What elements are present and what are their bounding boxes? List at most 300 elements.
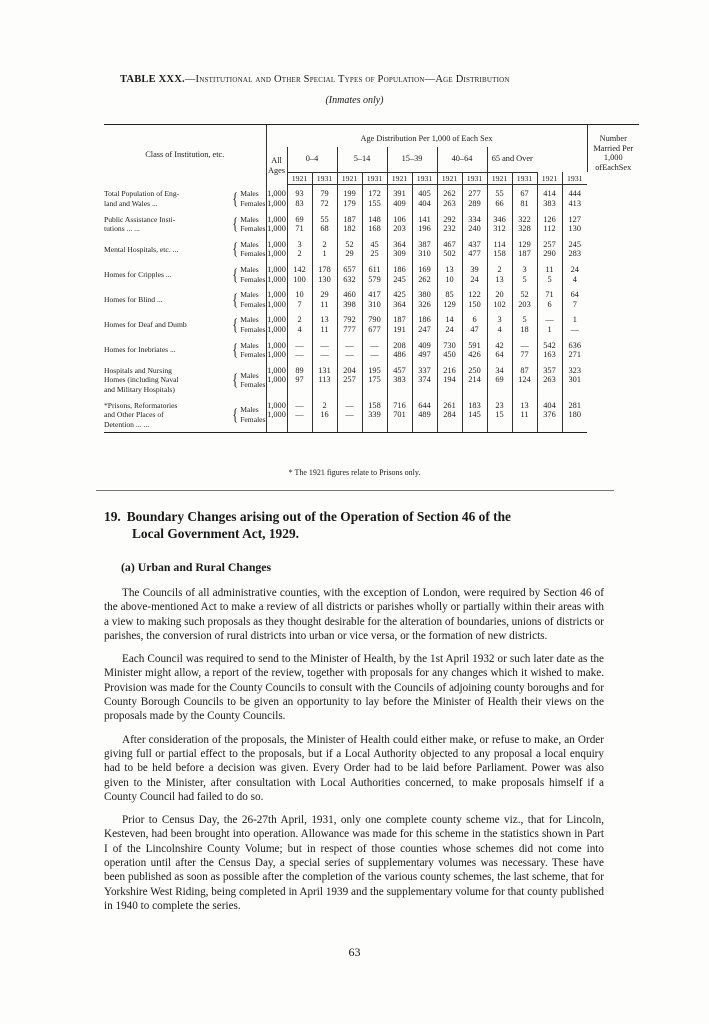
males-value: 357 xyxy=(543,365,556,375)
males-value: 52 xyxy=(345,239,354,249)
females-value: 4 xyxy=(297,325,302,334)
institution-name-line: Detention ... ... xyxy=(104,419,150,429)
value-cell xyxy=(437,284,462,309)
value-cell xyxy=(287,360,312,395)
females-value: 203 xyxy=(518,299,531,309)
all-ages-value: 1,000 xyxy=(267,239,286,249)
females-value: 187 xyxy=(518,249,531,259)
males-value: 460 xyxy=(343,290,356,300)
sex-label: Females xyxy=(240,325,266,334)
value-cell xyxy=(537,335,562,360)
males-value: 178 xyxy=(318,265,331,275)
value-cell xyxy=(412,234,437,259)
males-value: 55 xyxy=(320,214,329,224)
institution-name-line: Homes for Cripples ... xyxy=(104,269,172,279)
value-cell xyxy=(537,185,562,209)
females-value: 245 xyxy=(393,274,406,284)
females-value: 486 xyxy=(393,350,406,360)
table-row xyxy=(104,309,639,334)
value-cell xyxy=(537,209,562,234)
males-value: 187 xyxy=(393,315,406,325)
value-cell xyxy=(312,209,337,234)
females-value: 310 xyxy=(418,249,431,259)
females-value: 677 xyxy=(368,325,381,334)
age-dist-header: Age Distribution Per 1,000 of Each Sex xyxy=(266,125,587,147)
males-value: 792 xyxy=(343,315,356,325)
institution-name xyxy=(104,295,163,305)
value-cell xyxy=(462,395,487,433)
institution-name xyxy=(104,245,178,255)
year-header: 1931 xyxy=(562,172,587,185)
brace-glyph: { xyxy=(232,188,238,208)
value-cell xyxy=(487,185,512,209)
females-value: 130 xyxy=(318,274,331,284)
females-value: — xyxy=(570,325,579,334)
sex-brace xyxy=(231,405,265,424)
males-value: 216 xyxy=(443,365,456,375)
row-label-cell xyxy=(104,395,266,433)
value-cell xyxy=(287,335,312,360)
males-value: 790 xyxy=(368,315,381,325)
females-value: 283 xyxy=(568,249,581,259)
value-cell xyxy=(462,284,487,309)
females-value: 10 xyxy=(445,274,454,284)
table-row xyxy=(104,209,639,234)
all-ages-value: 1,000 xyxy=(267,350,286,360)
males-value: 208 xyxy=(393,340,406,350)
value-cell xyxy=(512,335,537,360)
value-cell xyxy=(437,309,462,334)
value-cell xyxy=(312,335,337,360)
value-cell xyxy=(387,335,412,360)
section-body xyxy=(104,577,604,913)
males-value: 444 xyxy=(568,189,581,199)
value-cell xyxy=(412,259,437,284)
value-cell xyxy=(362,185,387,209)
value-cell xyxy=(437,360,462,395)
all-ages-cell xyxy=(266,234,287,259)
all-ages-value: 1,000 xyxy=(267,290,286,300)
males-value: 6 xyxy=(472,315,477,325)
institution-name xyxy=(104,215,175,234)
value-cell xyxy=(312,259,337,284)
females-value: 163 xyxy=(543,350,556,360)
males-value: 187 xyxy=(343,214,356,224)
females-value: 102 xyxy=(493,299,506,309)
males-value: 405 xyxy=(418,189,431,199)
females-value: 257 xyxy=(343,375,356,385)
value-cell xyxy=(512,395,537,433)
females-value: 16 xyxy=(320,410,329,420)
age-group-header: 40–64 xyxy=(437,147,487,173)
year-header: 1931 xyxy=(312,172,337,185)
males-value: 13 xyxy=(320,315,329,325)
females-value: 130 xyxy=(568,224,581,234)
row-label-cell xyxy=(104,360,266,395)
females-value: 97 xyxy=(295,375,304,385)
males-value: 644 xyxy=(418,400,431,410)
females-value: 112 xyxy=(543,224,556,234)
sex-brace xyxy=(231,315,265,334)
value-cell xyxy=(462,185,487,209)
paragraph: The Councils of all administrative counties, with the exception of London, were required by Section 46 of the above-mentioned Act to make a review of all districts or parishes wholly or partially within their areas with a view to making such proposals as they thought desirable for the alteration of boundaries, unions of districts or parishes, the conversion of rural districts into urban or vice versa, or the formation of new districts. xyxy=(104,587,604,642)
males-value: 3 xyxy=(297,239,302,249)
value-cell xyxy=(412,335,437,360)
married-header: Number Married Per 1,000 ofEachSex xyxy=(587,125,639,173)
males-value: 204 xyxy=(343,365,356,375)
table-subtitle: (Inmates only) xyxy=(325,95,384,106)
all-ages-cell xyxy=(266,395,287,433)
row-label-cell xyxy=(104,185,266,209)
value-cell xyxy=(487,335,512,360)
value-cell xyxy=(412,360,437,395)
females-value: 214 xyxy=(468,375,481,385)
value-cell xyxy=(512,284,537,309)
males-value: 346 xyxy=(493,214,506,224)
females-value: 11 xyxy=(520,410,529,420)
females-value: 312 xyxy=(493,224,506,234)
males-value: 323 xyxy=(568,365,581,375)
females-value: 194 xyxy=(443,375,456,385)
females-value: 69 xyxy=(495,375,504,385)
all-ages-value: 1,000 xyxy=(267,224,286,234)
males-value: 183 xyxy=(468,400,481,410)
value-cell xyxy=(287,234,312,259)
males-value: — xyxy=(295,400,304,410)
value-cell xyxy=(387,259,412,284)
year-header: 1921 xyxy=(437,172,462,185)
sex-label: Females xyxy=(240,380,266,390)
males-value: 611 xyxy=(368,265,381,275)
males-value: 10 xyxy=(295,290,304,300)
males-value: 657 xyxy=(343,265,356,275)
males-value: 334 xyxy=(468,214,481,224)
males-value: 131 xyxy=(318,365,331,375)
sex-label: Males xyxy=(240,370,259,380)
all-ages-value: 1,000 xyxy=(267,214,286,224)
value-cell xyxy=(512,259,537,284)
value-cell xyxy=(437,209,462,234)
females-value: 383 xyxy=(543,199,556,209)
females-value: 83 xyxy=(295,199,304,209)
males-value: 716 xyxy=(393,400,406,410)
males-value: — xyxy=(520,340,529,350)
females-value: 7 xyxy=(297,299,302,309)
divider xyxy=(96,490,614,491)
males-value: 457 xyxy=(393,365,406,375)
year-header: 1931 xyxy=(362,172,387,185)
males-value: 24 xyxy=(570,265,579,275)
females-value: 66 xyxy=(495,199,504,209)
all-ages-value: 1,000 xyxy=(267,198,286,208)
all-ages-header: All Ages xyxy=(266,147,287,185)
value-cell xyxy=(462,259,487,284)
males-value: 13 xyxy=(445,265,454,275)
year-header: 1931 xyxy=(412,172,437,185)
males-value: 322 xyxy=(518,214,531,224)
males-value: 337 xyxy=(418,365,431,375)
females-value: 4 xyxy=(497,325,502,334)
brace-glyph: { xyxy=(232,264,238,284)
year-header: 1921 xyxy=(287,172,312,185)
males-value: 425 xyxy=(393,290,406,300)
institution-name-line: Homes (including Naval xyxy=(104,375,179,385)
females-value: — xyxy=(345,410,354,420)
table-row xyxy=(104,335,639,360)
sex-brace xyxy=(231,371,265,390)
value-cell xyxy=(387,209,412,234)
females-value: 191 xyxy=(393,325,406,334)
institution-name-line: Hospitals and Nursing xyxy=(104,365,172,375)
males-value: 85 xyxy=(445,290,454,300)
males-value: 129 xyxy=(518,239,531,249)
females-value: 150 xyxy=(468,299,481,309)
brace-glyph: { xyxy=(232,404,238,424)
females-value: 7 xyxy=(572,299,577,309)
females-value: 326 xyxy=(418,299,431,309)
brace-glyph: { xyxy=(232,289,238,309)
females-value: 240 xyxy=(468,224,481,234)
value-cell xyxy=(362,234,387,259)
value-cell xyxy=(437,185,462,209)
institution-name xyxy=(104,270,172,280)
institution-name-line: *Prisons, Reformatories xyxy=(104,400,178,410)
females-value: 47 xyxy=(470,325,479,334)
females-value: 179 xyxy=(343,199,356,209)
row-label-cell xyxy=(104,309,266,334)
males-value: 148 xyxy=(368,214,381,224)
females-value: 309 xyxy=(393,249,406,259)
all-ages-value: 1,000 xyxy=(267,315,286,325)
table-title xyxy=(120,74,600,85)
females-value: 5 xyxy=(522,274,527,284)
value-cell xyxy=(287,395,312,433)
males-value: 292 xyxy=(443,214,456,224)
value-cell xyxy=(512,309,537,334)
males-value: 261 xyxy=(443,400,456,410)
brace-glyph: { xyxy=(232,315,238,334)
males-value: 87 xyxy=(520,365,529,375)
males-value: 39 xyxy=(470,265,479,275)
females-value: 383 xyxy=(393,375,406,385)
table-row xyxy=(104,284,639,309)
all-ages-value: 1,000 xyxy=(267,340,286,350)
value-cell xyxy=(562,259,587,284)
females-value: — xyxy=(295,350,304,360)
table-row xyxy=(104,259,639,284)
all-ages-value: 1,000 xyxy=(267,325,286,334)
males-value: 67 xyxy=(520,189,529,199)
males-value: 591 xyxy=(468,340,481,350)
males-value: 199 xyxy=(343,189,356,199)
institution-name xyxy=(104,366,179,395)
males-value: 45 xyxy=(370,239,379,249)
value-cell xyxy=(437,335,462,360)
females-value: 364 xyxy=(393,299,406,309)
females-value: 100 xyxy=(293,274,306,284)
value-cell xyxy=(287,185,312,209)
sex-label: Females xyxy=(240,274,266,284)
value-cell xyxy=(337,360,362,395)
females-value: 409 xyxy=(393,199,406,209)
value-cell xyxy=(562,234,587,259)
year-header: 1931 xyxy=(462,172,487,185)
page-number: 63 xyxy=(348,945,361,959)
males-value: 11 xyxy=(545,265,554,275)
females-value: 404 xyxy=(418,199,431,209)
sex-label: Males xyxy=(240,290,259,300)
males-value: 169 xyxy=(418,265,431,275)
table-body xyxy=(104,185,639,433)
value-cell xyxy=(337,209,362,234)
value-cell xyxy=(337,185,362,209)
females-value: 477 xyxy=(468,249,481,259)
males-value: 13 xyxy=(520,400,529,410)
males-value: 172 xyxy=(368,189,381,199)
females-value: 145 xyxy=(468,410,481,420)
males-value: — xyxy=(320,340,329,350)
males-value: 542 xyxy=(543,340,556,350)
sex-label: Females xyxy=(240,249,266,259)
males-value: 3 xyxy=(497,315,502,325)
value-cell xyxy=(337,335,362,360)
all-ages-cell xyxy=(266,259,287,284)
females-value: 68 xyxy=(320,224,329,234)
males-value: 23 xyxy=(495,400,504,410)
females-value: 426 xyxy=(468,350,481,360)
females-value: 497 xyxy=(418,350,431,360)
females-value: 81 xyxy=(520,199,529,209)
males-value: 391 xyxy=(393,189,406,199)
value-cell xyxy=(487,209,512,234)
value-cell xyxy=(512,234,537,259)
females-value: 113 xyxy=(318,375,331,385)
females-value: 289 xyxy=(468,199,481,209)
section-heading xyxy=(104,508,604,542)
males-value: 387 xyxy=(418,239,431,249)
males-value: 730 xyxy=(443,340,456,350)
males-value: 20 xyxy=(495,290,504,300)
sex-label: Males xyxy=(240,315,259,325)
males-value: 89 xyxy=(295,365,304,375)
males-value: 69 xyxy=(295,214,304,224)
males-value: 404 xyxy=(543,400,556,410)
paragraph: Each Council was required to send to the Minister of Health, by the 1st April 1932 or such later date as the Minister might allow, a report of the review, together with proposals for any changes which it wished to make. Provision was made for the County Councils to consult with the Councils of adjoining county boroughs and for County Borough Councils to be given an opportunity to lay before the Minister of Health their views on the proposals made by the County Councils. xyxy=(104,653,604,723)
males-value: 2 xyxy=(322,400,327,410)
value-cell xyxy=(387,234,412,259)
table-footnote: * The 1921 figures relate to Prisons only. xyxy=(288,468,421,477)
females-value: 263 xyxy=(443,199,456,209)
males-value: 2 xyxy=(322,239,327,249)
value-cell xyxy=(287,259,312,284)
sex-label: Males xyxy=(240,239,259,249)
institution-name-line: and Other Places of xyxy=(104,410,164,420)
value-cell xyxy=(312,309,337,334)
females-value: 376 xyxy=(543,410,556,420)
year-header: 1921 xyxy=(387,172,412,185)
females-value: 29 xyxy=(345,249,354,259)
table-number: TABLE XXX. xyxy=(120,74,185,85)
year-header: 1921 xyxy=(487,172,512,185)
all-ages-value: 1,000 xyxy=(267,365,286,375)
value-cell xyxy=(312,185,337,209)
value-cell xyxy=(462,234,487,259)
males-value: 42 xyxy=(495,340,504,350)
males-value: 186 xyxy=(393,265,406,275)
value-cell xyxy=(337,259,362,284)
males-value: 195 xyxy=(368,365,381,375)
females-value: — xyxy=(295,410,304,420)
females-value: 196 xyxy=(418,224,431,234)
value-cell xyxy=(562,335,587,360)
females-value: 4 xyxy=(572,274,577,284)
all-ages-cell xyxy=(266,360,287,395)
males-value: 2 xyxy=(297,315,302,325)
females-value: 579 xyxy=(368,274,381,284)
males-value: 55 xyxy=(495,189,504,199)
institution-name-line: tutions ... ... xyxy=(104,224,140,234)
males-value: 380 xyxy=(418,290,431,300)
all-ages-value: 1,000 xyxy=(267,265,286,275)
value-cell xyxy=(387,395,412,433)
males-value: 257 xyxy=(543,239,556,249)
paragraph: Prior to Census Day, the 26-27th April, 1931, only one complete county scheme viz., that for Lincoln, Kesteven, had been brought into operation. Allowance was made for this scheme in the statistics shown in Part I of the Lincolnshire County Volume; but in respect of those counties whose schemes did not come into operation until after the Census Day, a special series of supplementary volumes was necessary. These have been published as soon as possible after the completion of the various county schemes, the last scheme, that for Yorkshire West Riding, being completed in April 1939 and the supplementary volume for that county published in 1940 to complete the series. xyxy=(104,814,604,912)
males-value: 364 xyxy=(393,239,406,249)
females-value: 180 xyxy=(568,410,581,420)
males-value: 122 xyxy=(468,290,481,300)
females-value: 182 xyxy=(343,224,356,234)
males-value: 126 xyxy=(543,214,556,224)
institution-name-line: land and Wales ... xyxy=(104,198,158,208)
sex-label: Males xyxy=(240,265,259,275)
females-value: 158 xyxy=(493,249,506,259)
males-value: 79 xyxy=(320,189,329,199)
females-value: 290 xyxy=(543,249,556,259)
sex-label: Males xyxy=(240,214,259,224)
value-cell xyxy=(312,284,337,309)
value-cell xyxy=(362,284,387,309)
row-label-cell xyxy=(104,335,266,360)
value-cell xyxy=(412,284,437,309)
value-cell xyxy=(312,395,337,433)
females-value: 72 xyxy=(320,199,329,209)
males-value: 29 xyxy=(320,290,329,300)
value-cell xyxy=(362,395,387,433)
sex-label: Females xyxy=(240,224,266,234)
males-value: 71 xyxy=(545,290,554,300)
males-value: 186 xyxy=(418,315,431,325)
males-value: — xyxy=(345,340,354,350)
females-value: 11 xyxy=(320,325,329,334)
sex-brace xyxy=(231,341,265,360)
females-value: — xyxy=(370,350,379,360)
age-distribution-table xyxy=(104,124,634,433)
males-value: 52 xyxy=(520,290,529,300)
institution-name xyxy=(104,189,179,208)
females-value: 5 xyxy=(547,274,552,284)
value-cell xyxy=(487,284,512,309)
table-row xyxy=(104,395,639,433)
females-value: 232 xyxy=(443,224,456,234)
males-value: 636 xyxy=(568,340,581,350)
males-value: 93 xyxy=(295,189,304,199)
females-value: 11 xyxy=(320,299,329,309)
sex-label: Females xyxy=(240,299,266,309)
males-value: 437 xyxy=(468,239,481,249)
value-cell xyxy=(387,185,412,209)
sex-brace xyxy=(231,215,265,234)
females-value: 1 xyxy=(547,325,552,334)
